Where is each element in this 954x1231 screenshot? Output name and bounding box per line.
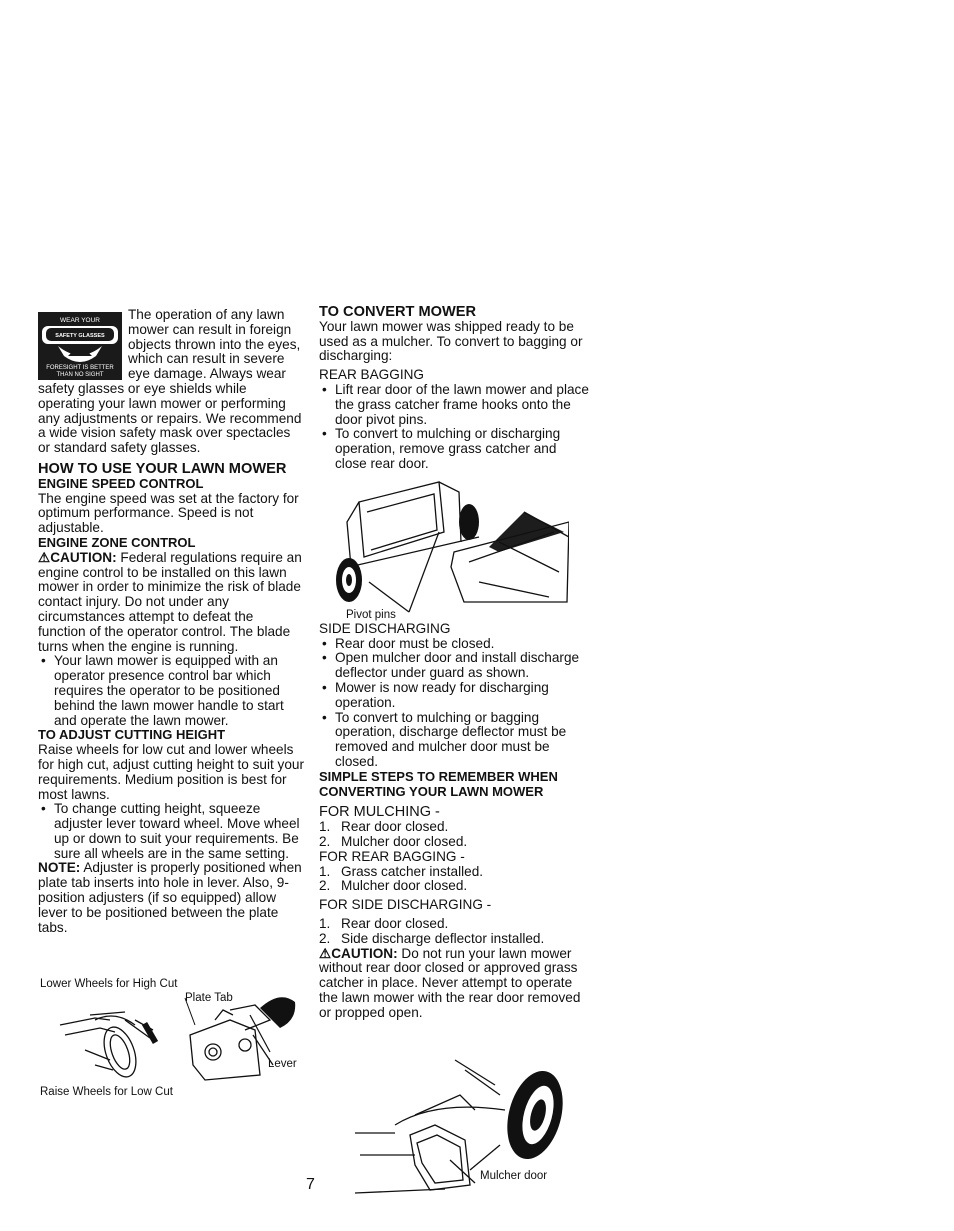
rear-bagging-heading: REAR BAGGING <box>319 367 424 383</box>
engine-zone-list <box>38 654 304 728</box>
list-item: • Mower is now ready for discharging operation. <box>319 681 589 711</box>
fig-label-pivot-pins: Pivot pins <box>346 608 396 621</box>
fig-label-raise-wheels: Raise Wheels for Low Cut <box>40 1086 173 1098</box>
fig-label-mulcher-door: Mulcher door <box>480 1170 548 1182</box>
convert-mower-heading: TO CONVERT MOWER <box>319 304 477 320</box>
caution-label: CAUTION: <box>331 945 398 961</box>
page-number: 7 <box>306 1176 315 1193</box>
safety-glasses-icon <box>38 312 122 380</box>
caution-text: Federal regulations require an engine control to be installed on this lawn mower in order to minimize the risk of blade contact injury. Do not under any circumstances attempt to defeat the function of the operator control. The blade turns when the engine is running. <box>38 549 302 654</box>
list-item: • Your lawn mower is equipped with an operator presence control bar which requires the operator to be positioned behind the lawn mower handle to start and operate the lawn mower. <box>38 654 304 728</box>
for-mulching-heading: FOR MULCHING - <box>319 804 440 821</box>
right-column <box>319 305 589 1020</box>
rear-bagging-figure <box>319 472 589 622</box>
engine-speed-heading: ENGINE SPEED CONTROL <box>38 475 204 491</box>
caution-warning-icon: ⚠ <box>38 549 51 565</box>
side-discharging-heading: SIDE DISCHARGING <box>319 620 451 636</box>
note-text: Adjuster is properly positioned when plate tab inserts into hole in lever. Also, 9-position adjusters (if so equipped) allow lever to be positioned between the plate tabs. <box>38 860 302 935</box>
fig-label-lower-wheels: Lower Wheels for High Cut <box>40 978 178 990</box>
caution-text: Do not run your lawn mower without rear door closed or approved grass catcher in place. Never attempt to operate the lawn mower with the rear door removed or propped open. <box>319 945 581 1020</box>
mulching-list <box>319 820 589 850</box>
list-item: 2. Mulcher door closed. <box>319 833 468 849</box>
badge-bottom-text-2: THAN NO SIGHT <box>56 372 104 378</box>
caution-label: CAUTION: <box>50 549 117 565</box>
engine-zone-heading: ENGINE ZONE CONTROL <box>38 534 196 550</box>
engine-speed-text: The engine speed was set at the factory for optimum performance. Speed is not adjustable. <box>38 490 299 536</box>
right-caution-paragraph <box>319 947 589 1021</box>
list-item: 1. Grass catcher installed. <box>319 863 484 879</box>
note-paragraph <box>38 861 304 935</box>
rear-bagging-steps <box>319 865 589 895</box>
badge-top-text: WEAR YOUR <box>60 317 100 324</box>
caution-warning-icon: ⚠ <box>319 945 332 961</box>
list-item: 2. Mulcher door closed. <box>319 878 468 894</box>
badge-bottom-text-1: FORESIGHT IS BETTER <box>46 365 114 371</box>
fig-label-plate-tab: Plate Tab <box>185 992 233 1004</box>
engine-zone-caution <box>38 551 304 655</box>
cut-height-text: Raise wheels for low cut and lower wheels for high cut, adjust cutting height to suit your requirements. Medium position is best for most lawns. <box>38 742 304 802</box>
list-item: • To convert to mulching or discharging operation, remove grass catcher and close rear door. <box>319 427 589 471</box>
cut-height-heading: TO ADJUST CUTTING HEIGHT <box>38 727 226 743</box>
list-item: 1. Rear door closed. <box>319 819 449 835</box>
intro-paragraph: The operation of any lawn mower can result in foreign objects thrown into the eyes, which can result in severe eye damage. Always wear safety glasses or eye shields while operating your lawn mower or performing any adjustments or repairs. We recommend a wide vision safety mask over spectacles or standard safety glasses. <box>38 307 302 456</box>
simple-steps-heading: SIMPLE STEPS TO REMEMBER WHEN CONVERTING YOUR LAWN MOWER <box>319 768 558 799</box>
badge-middle-text: SAFETY GLASSES <box>55 333 105 339</box>
list-item: • Open mulcher door and install discharge deflector under guard as shown. <box>319 651 589 681</box>
for-rear-bagging-heading: FOR REAR BAGGING - <box>319 848 465 864</box>
side-discharging-list <box>319 637 589 770</box>
list-item: 2. Side discharge deflector installed. <box>319 930 545 946</box>
safety-glasses-badge <box>38 312 122 380</box>
list-item: 1. Rear door closed. <box>319 915 449 931</box>
cut-height-list <box>38 802 304 861</box>
left-column <box>38 308 304 935</box>
side-discharging-steps <box>319 917 589 947</box>
fig-label-lever: Lever <box>268 1058 297 1070</box>
for-side-discharging-heading: FOR SIDE DISCHARGING - <box>319 897 492 913</box>
note-label: NOTE: <box>38 860 81 876</box>
list-item: • To change cutting height, squeeze adjuster lever toward wheel. Move wheel up or down to suit your requirements. Be sure all wheels are in the same setting. <box>38 802 304 861</box>
section-heading-how-to-use: HOW TO USE YOUR LAWN MOWER <box>38 460 287 477</box>
cutting-height-illustration <box>55 990 300 1085</box>
list-item: • Lift rear door of the lawn mower and place the grass catcher frame hooks onto the door pivot pins. <box>319 383 589 427</box>
list-item: • Rear door must be closed. <box>319 637 589 652</box>
list-item: • To convert to mulching or bagging operation, discharge deflector must be removed and mulcher door must be closed. <box>319 711 589 770</box>
convert-mower-text: Your lawn mower was shipped ready to be used as a mulcher. To convert to bagging or discharging: <box>319 318 583 364</box>
rear-bagging-list <box>319 383 589 472</box>
grass-catcher-illustration <box>319 472 569 622</box>
